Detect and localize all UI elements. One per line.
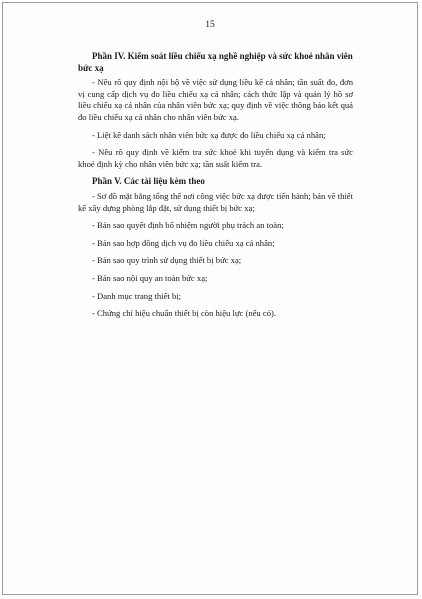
section-5-heading: Phần V. Các tài liệu kèm theo bbox=[92, 176, 205, 187]
section-4-paragraph: - Liệt kê danh sách nhân viên bức xạ được đo liều chiếu xạ cá nhân; bbox=[92, 129, 326, 140]
section-5-list-item: - Bản sao hợp đồng dịch vụ đo liều chiếu xạ cá nhân; bbox=[92, 237, 275, 248]
section-4-paragraph: - Nêu rõ quy định nội bộ về việc sử dụng liều kế cá nhân; tần suất đo, đơn vị cung cấp dịch vụ đo liều chiếu xạ cá nhân; cách thức lập và quản lý hồ sơ liều chiếu xạ cá nhân của nhân viên bức xạ; quy định về việc thông báo kết quả đo liều chiếu xạ cá nhân cho nhân viên bức xạ. bbox=[78, 77, 353, 122]
document-page bbox=[2, 2, 418, 595]
section-5-list-item: - Bản sao quyết định bổ nhiệm người phụ trách an toàn; bbox=[92, 220, 284, 231]
document-body bbox=[78, 51, 353, 320]
section-5-list-item: - Chứng chỉ hiệu chuẩn thiết bị còn hiệu lực (nếu có). bbox=[92, 308, 277, 319]
section-5-list-item: - Danh mục trang thiết bị; bbox=[92, 290, 182, 301]
section-5-list-item: - Bản sao nội quy an toàn bức xạ; bbox=[92, 272, 208, 283]
section-5-paragraph: - Sơ đồ mặt bằng tổng thể nơi công việc bức xạ được tiến hành; bản vẽ thiết kế xây dựng phòng lắp đặt, sử dụng thiết bị bức xạ; bbox=[78, 190, 353, 213]
page-number: 15 bbox=[205, 20, 215, 30]
section-5-list-item: - Bản sao quy trình sử dụng thiết bị bức xạ; bbox=[92, 255, 242, 266]
section-4-heading: Phần IV. Kiểm soát liều chiếu xạ nghề nghiệp và sức khoẻ nhân viên bức xạ bbox=[78, 51, 353, 73]
section-4-paragraph: - Nêu rõ quy định về kiểm tra sức khoẻ khi tuyển dụng và kiểm tra sức khoẻ định kỳ cho nhân viên bức xạ; tần suất kiểm tra. bbox=[78, 147, 353, 169]
